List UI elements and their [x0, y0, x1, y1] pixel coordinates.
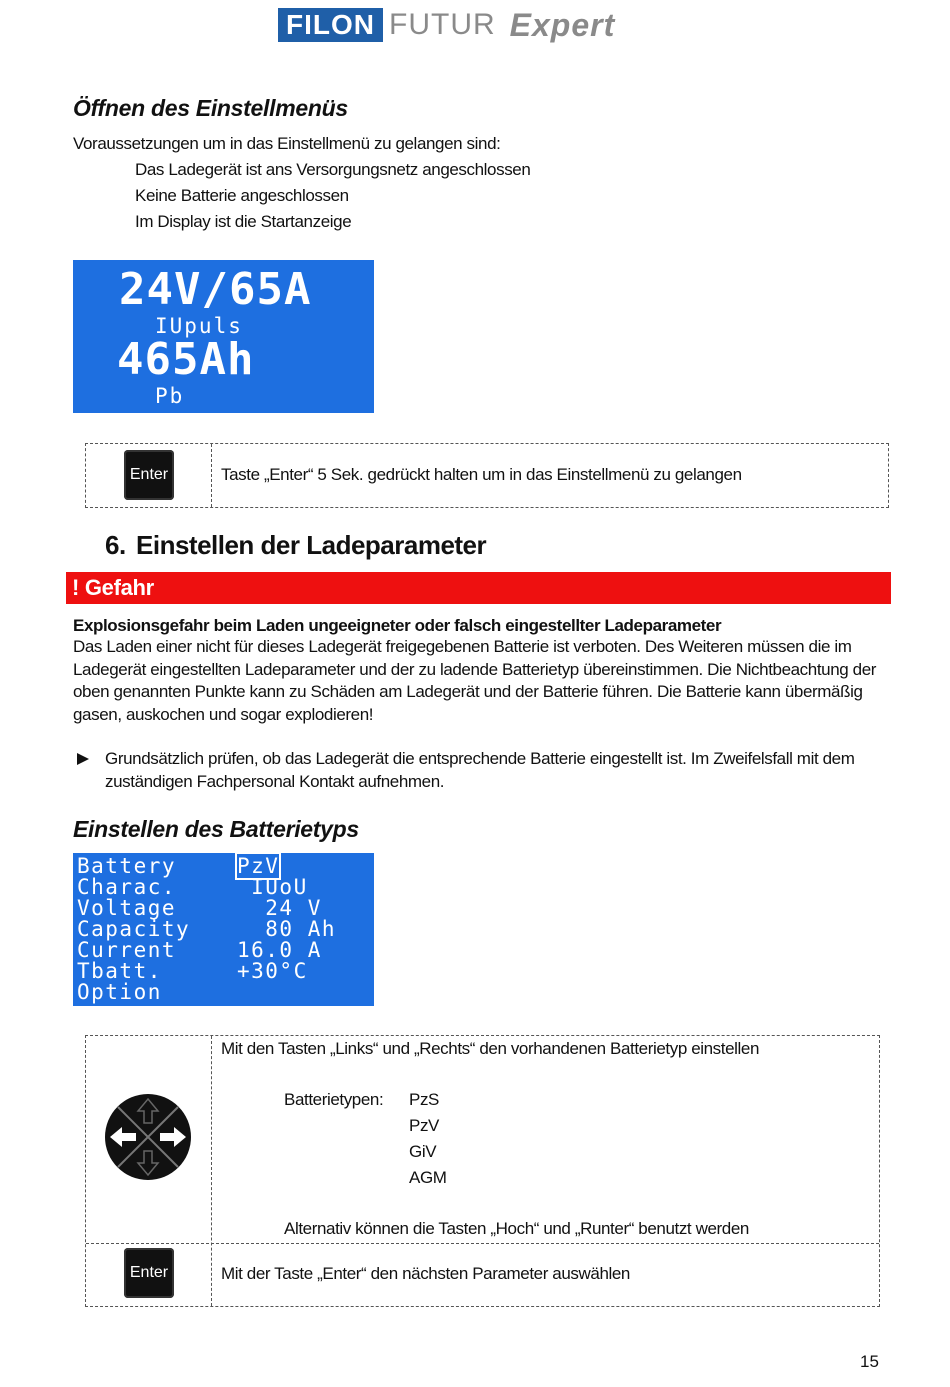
- display-row-voltage: Voltage 24 V: [77, 896, 322, 920]
- logo-futur: FUTUR: [389, 8, 496, 41]
- instruction-enter-text: Mit der Taste „Enter“ den nächsten Parameter auswählen: [221, 1264, 630, 1283]
- danger-line: Das Laden einer nicht für dieses Ladegerät freigegebenen Batterie ist verboten. Des Weiteren müssen die im: [73, 637, 852, 656]
- display-row-current: Current 16.0 A: [77, 938, 322, 962]
- instruction-text: Taste „Enter“ 5 Sek. gedrückt halten um in das Einstellmenü zu gelangen: [221, 465, 742, 484]
- display-row-option: Option: [77, 980, 162, 1004]
- battery-type-item: AGM: [409, 1168, 447, 1187]
- display-row-battery: Battery PzV: [77, 854, 280, 878]
- bullet-text: [105, 748, 854, 793]
- battery-types-label: Batterietypen:: [284, 1090, 384, 1109]
- battery-type-item: PzS: [409, 1090, 439, 1109]
- header-logo: [278, 8, 615, 42]
- instruction-arrows-text: Mit den Tasten „Links“ und „Rechts“ den vorhandenen Batterietyp einstellen: [221, 1039, 760, 1058]
- display-line-voltage: 24V/65A: [119, 264, 312, 315]
- alternative-keys-text: Alternativ können die Tasten „Hoch“ und „Runter“ benutzt werden: [284, 1219, 749, 1238]
- start-display: [73, 260, 374, 413]
- battery-type-item: GiV: [409, 1142, 437, 1161]
- selected-battery-value: PzV: [237, 854, 280, 878]
- instruction-box-enter: [85, 443, 889, 508]
- danger-line: oben genannten Punkte kann zu Schäden am Ladegerät und der Batterie führen. Die Batterie kann übermäßig: [73, 682, 863, 701]
- section6-number: 6.: [105, 530, 126, 560]
- danger-banner: [66, 572, 891, 604]
- logo-expert: Expert: [509, 6, 616, 43]
- box-divider: [211, 444, 212, 507]
- section-title-battery-type: Einstellen des Batterietyps: [73, 816, 359, 842]
- danger-label: ! Gefahr: [72, 575, 154, 600]
- section6-title: Einstellen der Ladeparameter: [136, 530, 487, 560]
- box-row-divider: [86, 1243, 879, 1244]
- battery-type-item: PzV: [409, 1116, 439, 1135]
- display-line-capacity: 465Ah: [117, 334, 255, 385]
- danger-line: Ladegerät eingestellten Ladeparameter und der zu ladende Batterietyp übereinstimmen. Die Nichtbeachtung der: [73, 659, 877, 679]
- condition-item: Das Ladegerät ist ans Versorgungsnetz angeschlossen: [135, 160, 531, 179]
- display-row-capacity: Capacity 80 Ah: [77, 917, 337, 941]
- danger-paragraph: [73, 636, 876, 726]
- battery-settings-display: [73, 853, 374, 1006]
- display-line-mode: IUpuls: [155, 314, 243, 338]
- bullet-triangle-icon: [76, 752, 90, 771]
- display-line-type: Pb: [155, 384, 185, 408]
- display-row-charac: Charac. IUoU: [77, 875, 308, 899]
- danger-heading: Explosionsgefahr beim Laden ungeeigneter oder falsch eingestellter Ladeparameter: [73, 616, 722, 635]
- box-divider: [211, 1036, 212, 1306]
- instruction-box-battery: [85, 1035, 880, 1307]
- intro-text: Voraussetzungen um in das Einstellmenü zu gelangen sind:: [73, 134, 501, 153]
- navigation-pad-icon: [104, 1093, 192, 1181]
- enter-key-icon: Enter: [124, 1248, 174, 1298]
- display-row-tbatt: Tbatt. +30°C: [77, 959, 308, 983]
- bullet-line: zuständigen Fachpersonal Kontakt aufnehmen.: [105, 771, 445, 791]
- logo-filon: FILON: [278, 8, 383, 42]
- enter-key-icon: Enter: [124, 450, 174, 500]
- danger-line: gasen, auskochen und sogar explodieren!: [73, 704, 374, 724]
- section-title-open-menu: Öffnen des Einstellmenüs: [73, 95, 348, 121]
- condition-item: Keine Batterie angeschlossen: [135, 186, 349, 205]
- bullet-line: Grundsätzlich prüfen, ob das Ladegerät die entsprechende Batterie eingestellt ist. Im Zweifelsfall mit dem: [105, 749, 855, 768]
- page-number: 15: [860, 1352, 879, 1371]
- condition-item: Im Display ist die Startanzeige: [135, 212, 352, 231]
